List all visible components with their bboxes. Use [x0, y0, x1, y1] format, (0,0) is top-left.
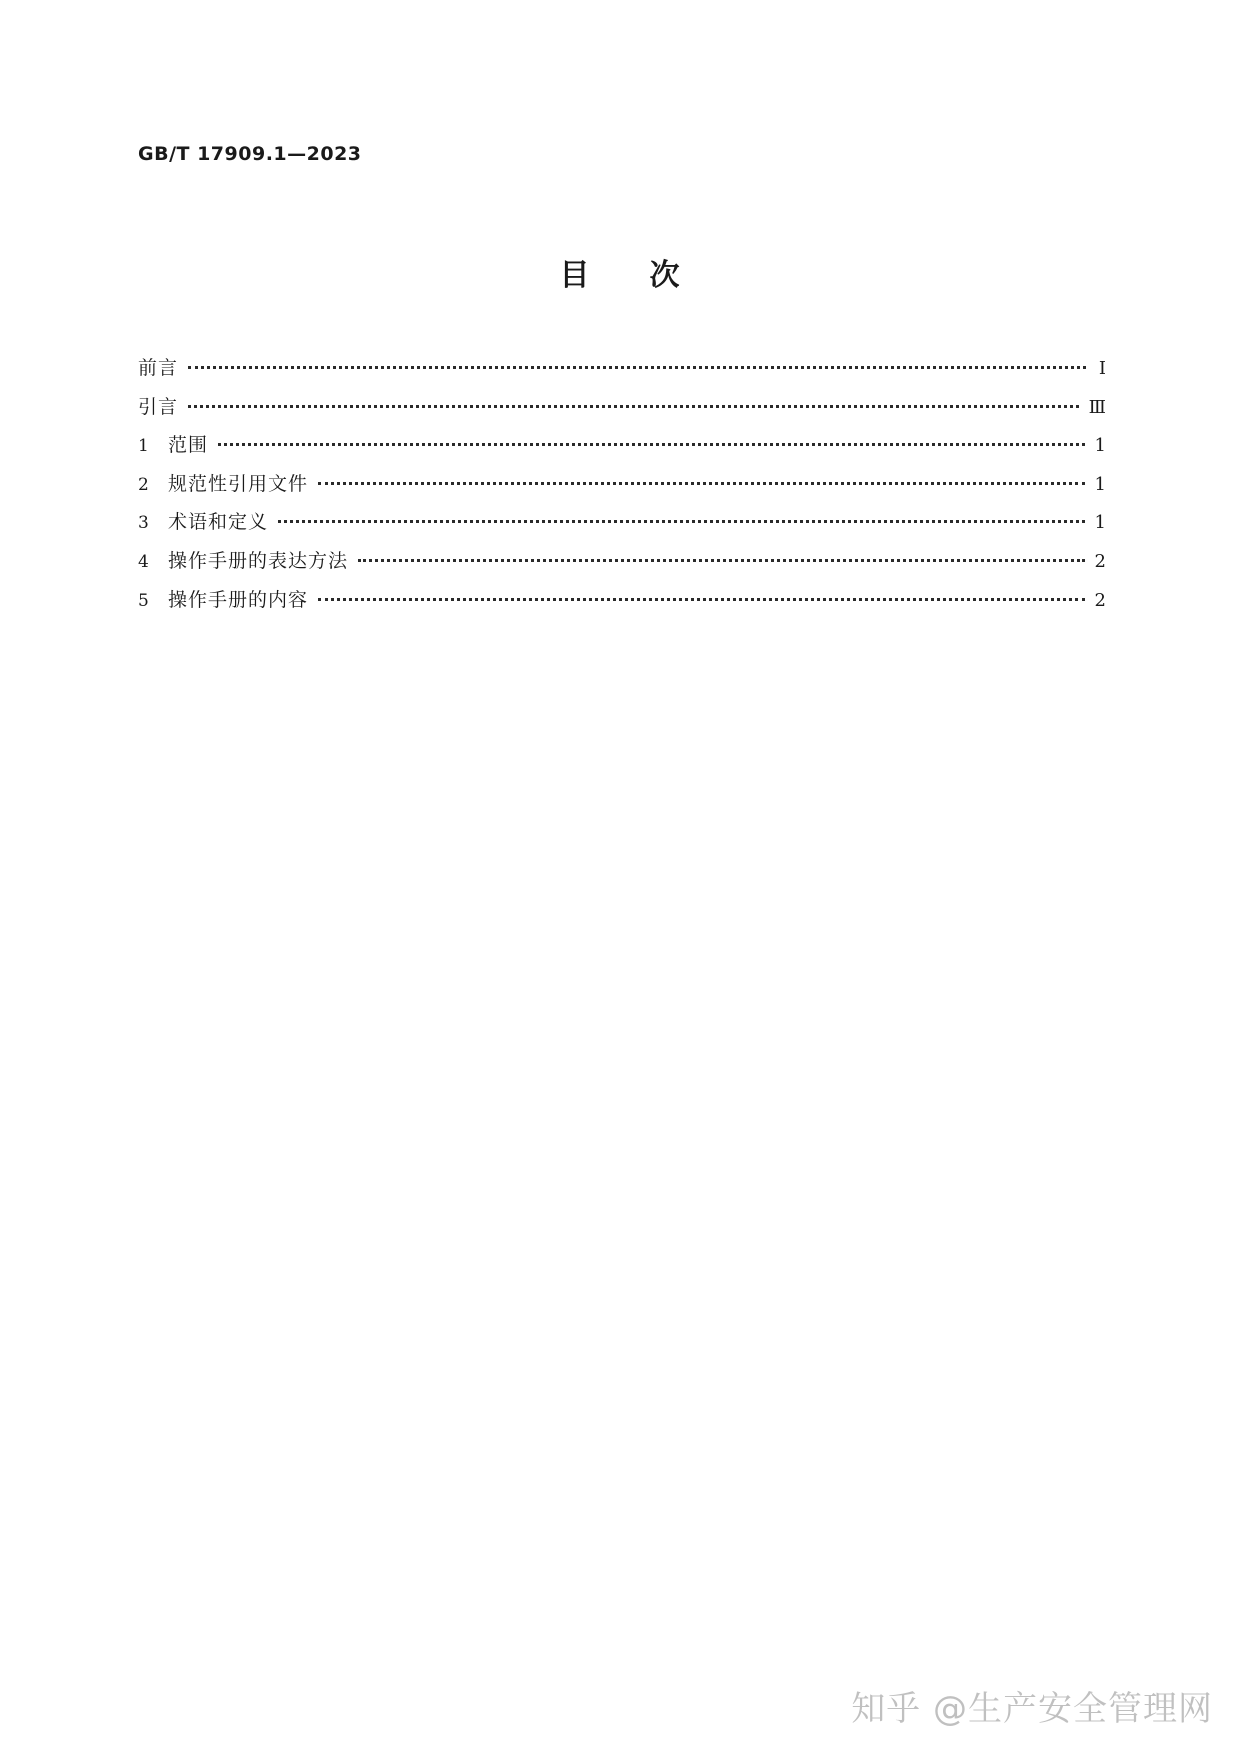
toc-entry-title: 操作手册的内容 [168, 588, 309, 611]
toc-title: 目次 [559, 258, 740, 293]
toc-entry-title: 前言 [138, 357, 179, 379]
toc-entry-number: 1 [138, 436, 149, 457]
toc-entry-foreword[interactable] [138, 353, 1106, 392]
toc-entry-scope[interactable] [138, 430, 1106, 469]
dot-leader [188, 366, 1086, 369]
toc-entry-expression-methods[interactable] [138, 546, 1106, 585]
document-code: GB/T 17909.1—2023 [138, 143, 362, 165]
toc-entry-terms-definitions[interactable] [138, 507, 1106, 546]
toc-entry-number: 3 [138, 513, 149, 534]
toc-entry-page: 2 [1094, 550, 1106, 572]
toc-entry-title: 范围 [168, 434, 209, 457]
toc-entry-page: Ⅲ [1088, 396, 1106, 418]
toc-entry-manual-contents[interactable] [138, 585, 1106, 624]
dot-leader [318, 482, 1085, 485]
toc-entry-title: 术语和定义 [168, 511, 269, 534]
toc-entry-title: 操作手册的表达方法 [168, 549, 349, 572]
toc-entry-page: 1 [1094, 435, 1106, 457]
dot-leader [358, 559, 1085, 562]
watermark: 知乎 @生产安全管理网 [851, 1689, 1213, 1729]
toc-entry-title: 引言 [138, 395, 179, 418]
toc-entry-page: 2 [1094, 589, 1106, 611]
toc-entry-number: 5 [138, 590, 149, 611]
toc-entry-page: 1 [1094, 512, 1106, 534]
toc-entry-number: 2 [138, 474, 149, 495]
table-of-contents [138, 353, 1106, 623]
toc-entry-introduction[interactable] [138, 392, 1106, 431]
toc-entry-number: 4 [138, 551, 149, 572]
dot-leader [218, 443, 1085, 446]
toc-entry-page: 1 [1094, 473, 1106, 495]
toc-entry-normative-references[interactable] [138, 469, 1106, 508]
dot-leader [278, 520, 1085, 523]
toc-entry-page: Ⅰ [1098, 358, 1106, 379]
toc-entry-title: 规范性引用文件 [168, 472, 309, 495]
dot-leader [318, 598, 1085, 601]
dot-leader [188, 405, 1079, 408]
